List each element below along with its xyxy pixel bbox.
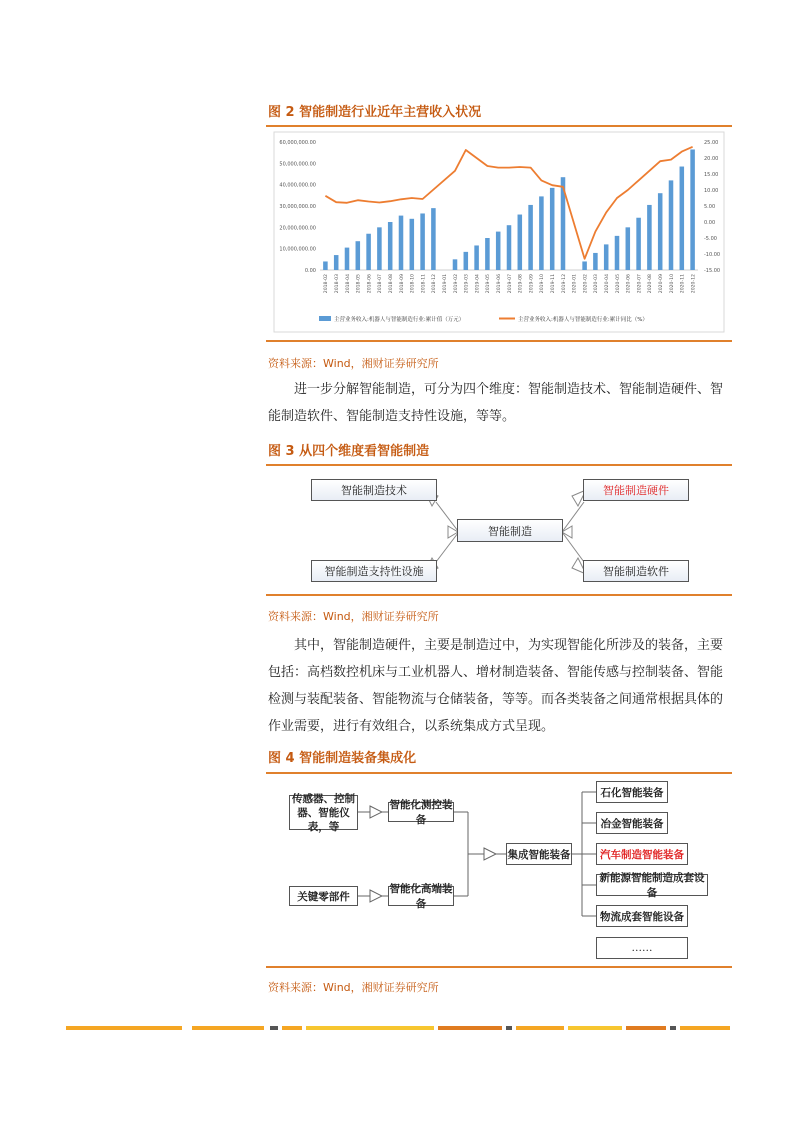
right-axis-tick-label: 20.00: [704, 156, 719, 162]
box-manufacturing-hardware: 智能制造硬件: [583, 479, 689, 501]
connector-tr: [562, 502, 584, 532]
bar-2020-10: [669, 180, 674, 270]
box-sensors-controllers: 传感器、控制器、智能仪表，等: [289, 795, 358, 830]
left-axis-tick-label: 20,000,000.00: [279, 225, 316, 232]
bar-2019-06: [496, 232, 501, 270]
x-tick-label: 2018-09: [399, 274, 405, 294]
bar-2018-07: [377, 227, 382, 270]
x-tick-label: 2019-03: [464, 274, 470, 294]
box-new-energy-equipment: 新能源智能制造成套设备: [596, 874, 708, 896]
left-axis-tick-label: 30,000,000.00: [279, 204, 316, 210]
x-tick-label: 2020-07: [637, 274, 643, 294]
bar-2020-09: [658, 193, 663, 270]
box-integrated-equipment: 集成智能装备: [506, 843, 572, 865]
x-tick-label: 2019-05: [486, 274, 492, 294]
box-petrochemical-equipment: 石化智能装备: [596, 781, 668, 803]
right-axis-tick-label: 25.00: [704, 140, 719, 146]
bar-2020-07: [636, 218, 641, 270]
figure-2-title: 图 2 智能制造行业近年主营收入状况: [268, 105, 482, 120]
bar-2019-02: [453, 259, 458, 270]
bar-2019-04: [474, 245, 479, 270]
left-axis-tick-label: 60,000,000.00: [279, 140, 316, 146]
x-tick-label: 2020-04: [605, 274, 610, 294]
box-key-components: 关键零部件: [289, 886, 358, 906]
x-tick-label: 2019-01: [443, 274, 448, 294]
bar-2020-03: [593, 253, 598, 270]
x-tick-label: 2018-08: [389, 274, 394, 294]
figure-4-title: 图 4 智能制造装备集成化: [268, 751, 417, 766]
right-axis-tick-label: 5.00: [704, 204, 716, 210]
right-axis-tick-label: 15.00: [704, 172, 719, 178]
arrow-center-right: [562, 526, 572, 538]
x-tick-label: 2018-02: [324, 274, 330, 294]
bar-2018-09: [399, 216, 404, 270]
connector-br: [562, 532, 584, 562]
box-automotive-equipment: 汽车制造智能装备: [596, 843, 688, 865]
x-tick-label: 2019-04: [475, 274, 481, 294]
bar-2018-02: [323, 261, 328, 270]
bar-2020-06: [626, 227, 631, 270]
right-axis-tick-label: -5.00: [704, 236, 717, 242]
x-tick-label: 2020-06: [626, 274, 632, 294]
figure-4-bottom-rule: [266, 966, 732, 968]
x-tick-label: 2020-12: [691, 274, 697, 294]
x-tick-label: 2020-09: [659, 274, 664, 294]
x-tick-label: 2019-02: [453, 274, 459, 294]
x-tick-label: 2018-06: [367, 274, 373, 294]
x-tick-label: 2019-09: [529, 274, 535, 294]
right-axis-tick-label: 0.00: [704, 220, 716, 226]
arrow-in1: [370, 806, 382, 818]
box-logistics-equipment: 物流成套智能设备: [596, 905, 688, 927]
left-axis-tick-label: 0.00: [304, 268, 316, 274]
x-tick-label: 2018-07: [378, 274, 384, 294]
bar-2019-09: [528, 205, 533, 270]
bar-2019-05: [485, 238, 490, 270]
x-tick-label: 2020-02: [583, 274, 589, 294]
x-tick-label: 2018-04: [345, 274, 351, 294]
box-metallurgy-equipment: 冶金智能装备: [596, 812, 668, 834]
x-tick-label: 2019-08: [518, 274, 524, 294]
arrow-in2: [370, 890, 382, 902]
bar-2018-04: [345, 248, 350, 270]
box-manufacturing-software: 智能制造软件: [583, 560, 689, 582]
bar-2020-12: [690, 149, 695, 270]
legend-line-label: 主营业务收入:机器人与智能制造行业:累计同比（%）: [518, 317, 648, 323]
figure-3-title: 图 3 从四个维度看智能制造: [268, 444, 430, 459]
bar-2019-07: [507, 225, 512, 270]
bar-2020-08: [647, 205, 652, 270]
x-tick-label: 2019-07: [507, 274, 513, 294]
right-axis-tick-label: 10.00: [704, 188, 719, 194]
legend-bar-label: 主营业务收入:机器人与智能制造行业:累计值（万元）: [334, 317, 465, 323]
x-tick-label: 2019-11: [551, 274, 556, 294]
bar-2018-03: [334, 255, 339, 270]
bar-2019-10: [539, 196, 544, 270]
right-axis-tick-label: -10.00: [704, 252, 721, 258]
box-ellipsis: ……: [596, 937, 688, 959]
box-intelligent-manufacturing: 智能制造: [457, 519, 563, 542]
bar-2018-05: [356, 241, 361, 270]
left-axis-tick-label: 40,000,000.00: [279, 182, 316, 189]
bar-2019-03: [464, 252, 469, 270]
bar-2018-06: [366, 234, 371, 270]
x-tick-label: 2018-11: [421, 274, 427, 294]
figure-4-source: 资料来源：Wind，湘财证券研究所: [268, 981, 439, 994]
bar-2018-11: [420, 213, 425, 270]
box-high-end-equipment: 智能化高端装备: [389, 883, 453, 910]
paragraph-1: 进一步分解智能制造，可分为四个维度：智能制造技术、智能制造硬件、智能制造软件、智能制造支持性设施，等等。: [268, 382, 724, 424]
figure-2-top-rule: [266, 125, 732, 127]
x-tick-label: 2019-12: [561, 274, 567, 294]
right-axis-tick-label: -15.00: [704, 268, 721, 274]
x-tick-label: 2018-12: [432, 274, 438, 294]
bar-2020-11: [680, 167, 685, 270]
x-tick-label: 2020-03: [594, 274, 600, 294]
box-measurement-control-equipment: 智能化测控装备: [389, 799, 453, 826]
bar-2018-10: [410, 219, 415, 270]
connector-bl: [436, 533, 458, 562]
x-tick-label: 2020-11: [680, 274, 686, 294]
revenue-chart: [266, 128, 732, 338]
x-tick-label: 2018-10: [410, 274, 416, 294]
legend-bar-swatch: [319, 316, 331, 321]
bar-2020-02: [582, 261, 587, 270]
box-manufacturing-technology: 智能制造技术: [311, 479, 437, 501]
connector-tl: [436, 502, 458, 531]
x-tick-label: 2020-01: [572, 274, 578, 294]
x-tick-label: 2019-10: [540, 274, 546, 294]
bar-2020-04: [604, 244, 609, 270]
bar-2019-11: [550, 188, 555, 270]
x-tick-label: 2018-03: [335, 274, 340, 294]
figure-2-bottom-rule: [266, 340, 732, 342]
bar-2018-12: [431, 208, 436, 270]
x-tick-label: 2020-05: [615, 274, 621, 294]
left-axis-tick-label: 10,000,000.00: [279, 246, 316, 253]
x-tick-label: 2020-08: [648, 274, 654, 294]
box-support-facilities: 智能制造支持性设施: [311, 560, 437, 582]
paragraph-2: 其中，智能制造硬件，主要是制造过中，为实现智能化所涉及的装备，主要包括：高档数控机床与工业机器人、增材制造装备、智能传感与控制装备、智能检测与装配装备、智能物流与仓储装备，等等。而各类装备之间通常根据具体的作业需要，进行有效组合，以系统集成方式呈现。: [268, 638, 724, 734]
figure-2-source: 资料来源：Wind，湘财证券研究所: [268, 357, 439, 370]
bar-2018-08: [388, 222, 393, 270]
figure-3-bottom-rule: [266, 594, 732, 596]
x-tick-label: 2018-05: [356, 274, 362, 294]
x-tick-label: 2020-10: [669, 274, 675, 294]
figure-3-source: 资料来源：Wind，湘财证券研究所: [268, 610, 439, 623]
bar-2020-05: [615, 236, 620, 270]
left-axis-tick-label: 50,000,000.00: [279, 161, 316, 168]
arrow-integ: [484, 848, 496, 860]
bar-2019-08: [518, 215, 523, 270]
x-tick-label: 2019-06: [497, 274, 502, 294]
